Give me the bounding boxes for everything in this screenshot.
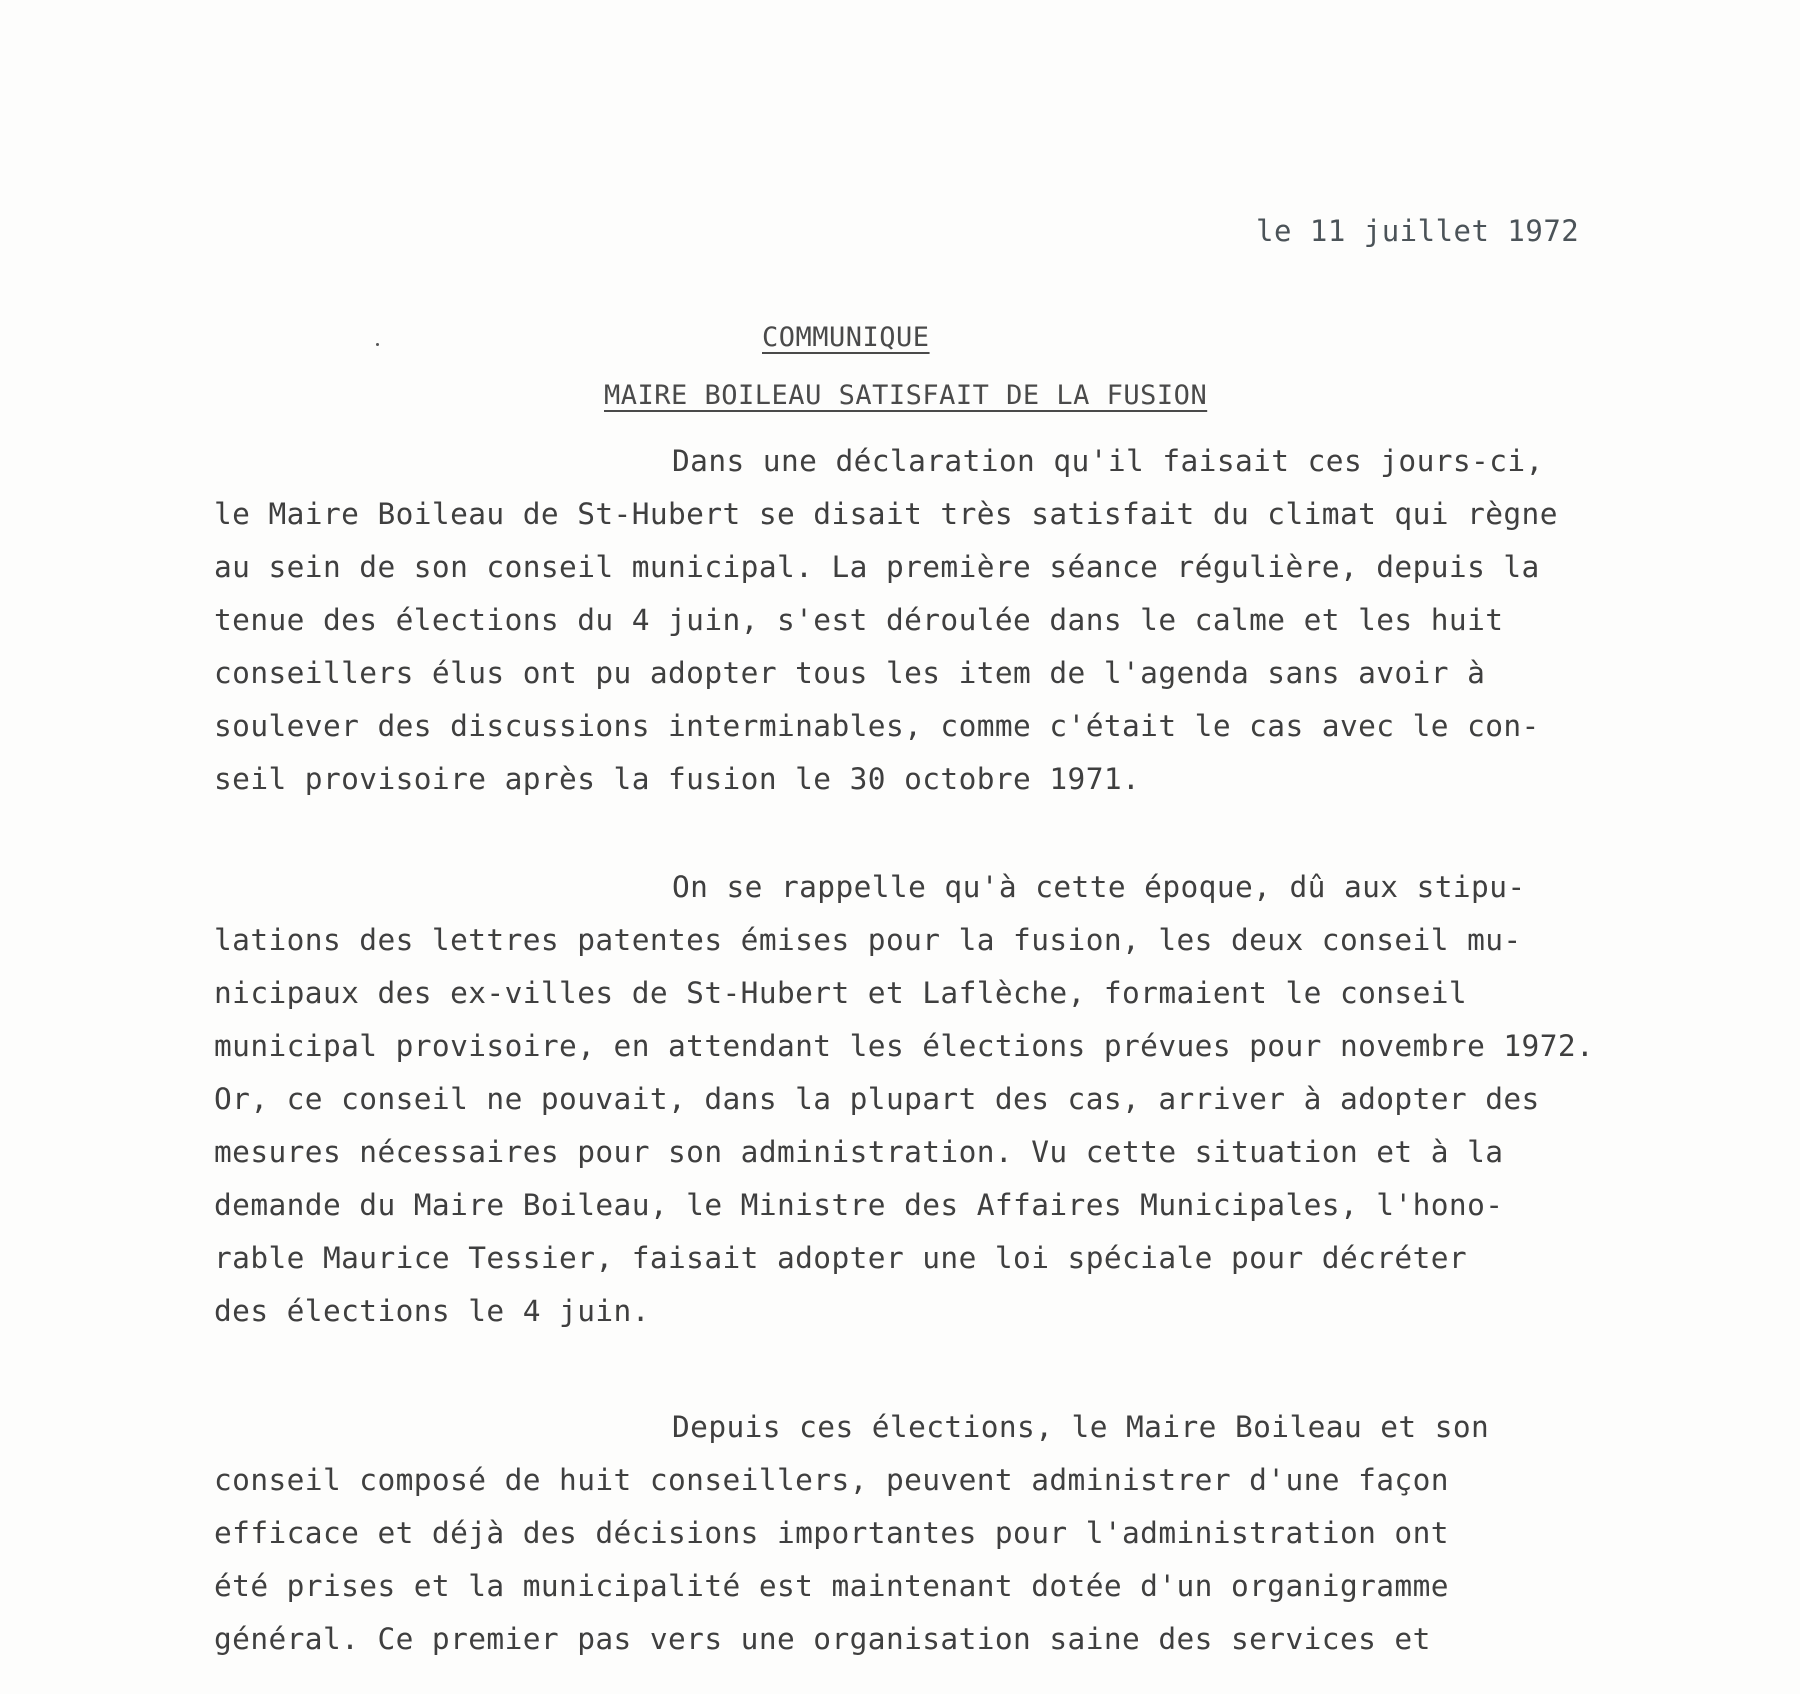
text-line: demande du Maire Boileau, le Ministre des Affaires Municipales, l'hono- [214, 1188, 1504, 1222]
text-line: soulever des discussions interminables, comme c'était le cas avec le con- [214, 709, 1540, 743]
text-line: au sein de son conseil municipal. La première séance régulière, depuis la [214, 550, 1540, 584]
text-line: tenue des élections du 4 juin, s'est déroulée dans le calme et les huit [214, 603, 1504, 637]
text-line: nicipaux des ex-villes de St-Hubert et Laflèche, formaient le conseil [214, 976, 1468, 1010]
text-line: lations des lettres patentes émises pour la fusion, les deux conseil mu- [214, 923, 1522, 957]
text-line: le Maire Boileau de St-Hubert se disait très satisfait du climat qui règne [214, 497, 1558, 531]
text-line: On se rappelle qu'à cette époque, dû aux stipu- [672, 870, 1526, 904]
text-line: efficace et déjà des décisions importantes pour l'administration ont [214, 1516, 1449, 1550]
text-line: Or, ce conseil ne pouvait, dans la plupart des cas, arriver à adopter des [214, 1082, 1540, 1116]
text-line: Dans une déclaration qu'il faisait ces jours-ci, [672, 444, 1544, 478]
document-kind-heading: COMMUNIQUE [762, 322, 930, 353]
text-line: des élections le 4 juin. [214, 1294, 650, 1328]
text-line: seil provisoire après la fusion le 30 octobre 1971. [214, 762, 1141, 796]
text-line: mesures nécessaires pour son administration. Vu cette situation et à la [214, 1135, 1504, 1169]
text-line: rable Maurice Tessier, faisait adopter une loi spéciale pour décréter [214, 1241, 1468, 1275]
text-line: conseil composé de huit conseillers, peuvent administrer d'une façon [214, 1463, 1449, 1497]
text-line: municipal provisoire, en attendant les élections prévues pour novembre 1972. [214, 1029, 1595, 1063]
document-date: le 11 juillet 1972 [1256, 214, 1580, 248]
text-line: Depuis ces élections, le Maire Boileau et son [672, 1410, 1490, 1444]
text-line: été prises et la municipalité est maintenant dotée d'un organigramme [214, 1569, 1449, 1603]
text-line: conseillers élus ont pu adopter tous les item de l'agenda sans avoir à [214, 656, 1486, 690]
document-title: MAIRE BOILEAU SATISFAIT DE LA FUSION [604, 380, 1208, 411]
text-line: général. Ce premier pas vers une organisation saine des services et [214, 1622, 1431, 1656]
stray-mark [376, 343, 379, 346]
